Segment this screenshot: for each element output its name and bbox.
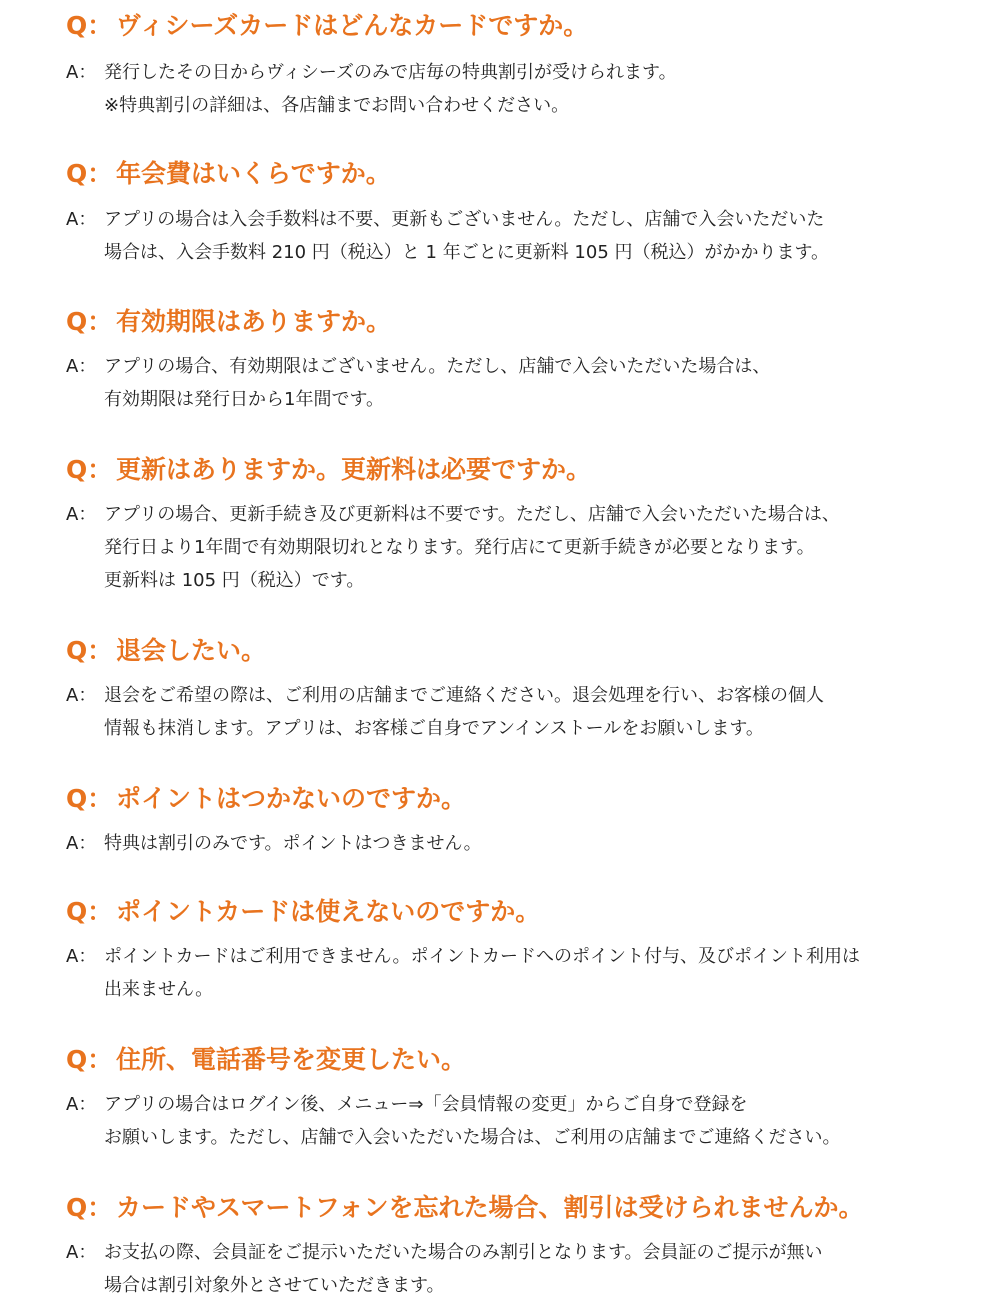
question-prefix: Q： [66,897,113,926]
answer-line: 更新料は 105 円（税込）です。 [104,570,365,591]
answer-line: 退会をご希望の際は、ご利用の店舗までご連絡ください。退会処理を行い、お客様の個人 [104,685,824,706]
answer-line: 情報も抹消します。アプリは、お客様ご自身でアンインストールをお願いします。 [104,718,764,739]
answer-line: お願いします。ただし、店舗で入会いただいた場合は、ご利用の店舗までご連絡ください。 [104,1127,841,1148]
answer-line: アプリの場合、更新手続き及び更新料は不要です。ただし、店舗で入会いただいた場合は、 [104,504,840,525]
faq-question [66,782,966,816]
answer-prefix: A： [66,685,97,706]
question-prefix: Q： [66,1193,113,1222]
question-prefix: Q： [66,784,113,813]
question-prefix: Q： [66,1045,113,1074]
answer-line: お支払の際、会員証をご提示いただいた場合のみ割引となります。会員証のご提示が無い [104,1242,823,1263]
answer-line: 発行日より1年間で有効期限切れとなります。発行店にて更新手続きが必要となります。 [104,537,815,558]
question-text: ポイントカードは使えないのですか。 [116,897,541,926]
faq-question [66,9,966,43]
question-text: 住所、電話番号を変更したい。 [116,1045,467,1074]
answer-line: 有効期限は発行日から1年間です。 [104,389,385,410]
faq-question [66,453,966,487]
faq-question [66,1043,966,1077]
question-text: 更新はありますか。更新料は必要ですか。 [116,455,592,484]
question-prefix: Q： [66,307,113,336]
answer-line: アプリの場合は入会手数料は不要、更新もございません。ただし、店舗で入会いただいた [104,209,825,230]
question-text: カードやスマートフォンを忘れた場合、割引は受けられませんか。 [116,1193,864,1222]
question-text: 年会費はいくらですか。 [116,159,391,188]
faq-question [66,1191,966,1225]
answer-prefix: A： [66,209,97,230]
answer-prefix: A： [66,946,97,967]
answer-prefix: A： [66,356,97,377]
answer-line: 場合は割引対象外とさせていただきます。 [104,1275,445,1296]
faq-question [66,895,966,929]
answer-line: 出来ません。 [104,979,214,1000]
faq-question [66,305,966,339]
question-prefix: Q： [66,636,113,665]
answer-line: アプリの場合はログイン後、メニュー⇒「会員情報の変更」からご自身で登録を [104,1094,748,1115]
answer-prefix: A： [66,1242,97,1263]
question-prefix: Q： [66,455,113,484]
answer-line: ※特典割引の詳細は、各店舗までお問い合わせください。 [104,95,570,116]
answer-line: アプリの場合、有効期限はございません。ただし、店舗で入会いただいた場合は、 [104,356,771,377]
question-text: ポイントはつかないのですか。 [116,784,467,813]
answer-line: 特典は割引のみです。ポイントはつきません。 [104,833,482,854]
faq-question [66,634,966,668]
answer-prefix: A： [66,1094,97,1115]
question-prefix: Q： [66,159,113,188]
answer-line: ポイントカードはご利用できません。ポイントカードへのポイント付与、及びポイント利用は [104,946,860,967]
answer-prefix: A： [66,62,97,83]
answer-line: 場合は、入会手数料 210 円（税込）と 1 年ごとに更新料 105 円（税込）がかかります。 [104,242,830,263]
question-prefix: Q： [66,11,113,40]
question-text: 退会したい。 [116,636,267,665]
faq-question [66,157,966,191]
answer-prefix: A： [66,833,97,854]
answer-prefix: A： [66,504,97,525]
answer-line: 発行したその日からヴィシーズのみで店毎の特典割引が受けられます。 [104,62,677,83]
question-text: ヴィシーズカードはどんなカードですか。 [116,11,589,40]
question-text: 有効期限はありますか。 [116,307,392,336]
